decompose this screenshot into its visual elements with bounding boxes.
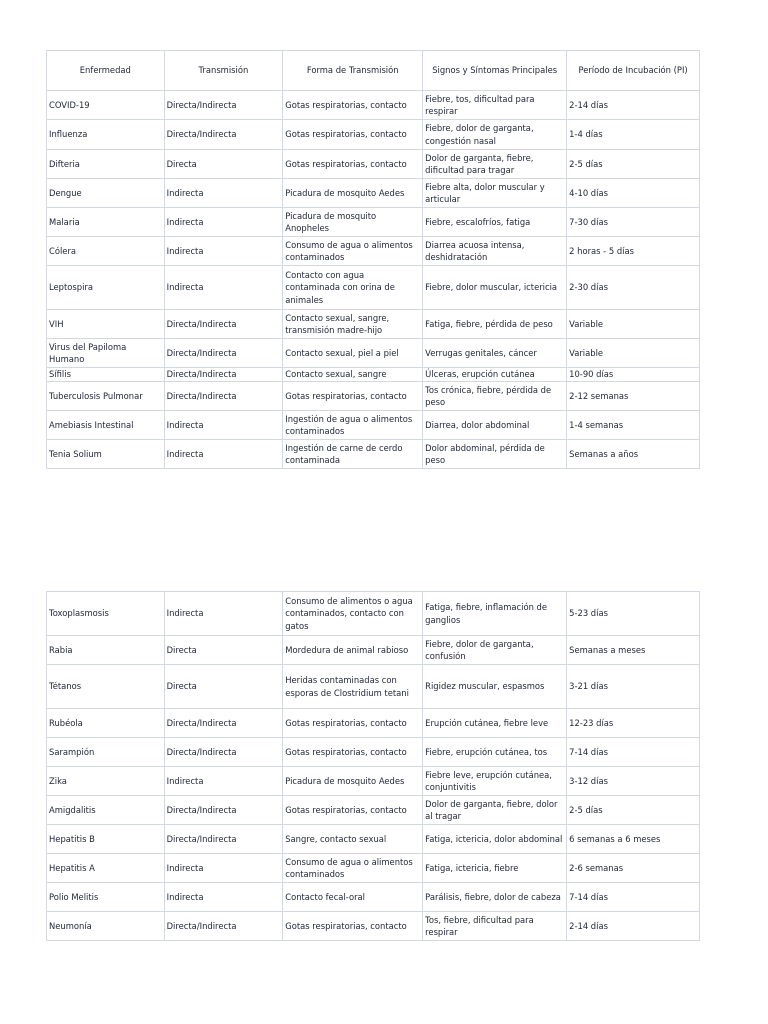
cell-transmission-form: Contacto sexual, sangre — [283, 368, 423, 382]
header-cell-transmission: Transmisión — [164, 51, 283, 91]
cell-incubation: 2-5 días — [567, 796, 700, 825]
cell-symptoms: Verrugas genitales, cáncer — [423, 339, 567, 368]
cell-transmission: Directa/Indirecta — [164, 120, 283, 150]
cell-transmission-form: Sangre, contacto sexual — [283, 825, 423, 854]
cell-incubation: 7-14 días — [567, 738, 700, 767]
cell-transmission-form: Consumo de agua o alimentos contaminados — [283, 854, 423, 883]
cell-transmission-form: Gotas respiratorias, contacto — [283, 738, 423, 767]
diseases-table-1 — [46, 50, 700, 469]
cell-disease: Rabia — [47, 636, 165, 665]
cell-transmission-form: Gotas respiratorias, contacto — [283, 120, 423, 150]
cell-disease: Amebiasis Intestinal — [47, 411, 165, 440]
cell-incubation: 1-4 días — [567, 120, 700, 150]
cell-disease: Toxoplasmosis — [47, 592, 165, 636]
cell-incubation: 2-12 semanas — [567, 382, 700, 411]
cell-incubation: 5-23 días — [567, 592, 700, 636]
table-row — [47, 796, 700, 825]
cell-incubation: 3-21 días — [567, 665, 700, 709]
cell-symptoms: Fiebre, dolor de garganta, confusión — [423, 636, 567, 665]
cell-transmission: Indirecta — [164, 883, 283, 912]
cell-transmission-form: Gotas respiratorias, contacto — [283, 150, 423, 179]
cell-transmission: Indirecta — [164, 767, 283, 796]
table-row — [47, 767, 700, 796]
cell-disease: Hepatitis A — [47, 854, 165, 883]
cell-symptoms: Fiebre, dolor muscular, ictericia — [423, 266, 567, 310]
cell-transmission-form: Contacto sexual, sangre, transmisión madre-hijo — [283, 310, 423, 339]
cell-transmission: Indirecta — [164, 854, 283, 883]
cell-transmission: Directa/Indirecta — [164, 912, 283, 941]
cell-symptoms: Fatiga, ictericia, dolor abdominal — [423, 825, 567, 854]
table-row — [47, 120, 700, 150]
cell-symptoms: Fiebre, dolor de garganta, congestión nasal — [423, 120, 567, 150]
cell-incubation: 12-23 días — [567, 709, 700, 738]
cell-transmission: Indirecta — [164, 237, 283, 266]
cell-transmission-form: Picadura de mosquito Aedes — [283, 179, 423, 208]
cell-disease: COVID-19 — [47, 91, 165, 120]
cell-transmission-form: Picadura de mosquito Aedes — [283, 767, 423, 796]
cell-symptoms: Fiebre, erupción cutánea, tos — [423, 738, 567, 767]
table-row — [47, 310, 700, 339]
table-row — [47, 636, 700, 665]
cell-transmission-form: Ingestión de carne de cerdo contaminada — [283, 440, 423, 469]
table-row — [47, 440, 700, 469]
cell-symptoms: Úlceras, erupción cutánea — [423, 368, 567, 382]
cell-transmission: Directa/Indirecta — [164, 339, 283, 368]
cell-symptoms: Fiebre, tos, dificultad para respirar — [423, 91, 567, 120]
table-row — [47, 150, 700, 179]
cell-disease: Tenia Solium — [47, 440, 165, 469]
header-cell-disease: Enfermedad — [47, 51, 165, 91]
cell-incubation: Variable — [567, 310, 700, 339]
cell-symptoms: Rigidez muscular, espasmos — [423, 665, 567, 709]
cell-disease: Difteria — [47, 150, 165, 179]
table-row — [47, 738, 700, 767]
cell-symptoms: Erupción cutánea, fiebre leve — [423, 709, 567, 738]
cell-disease: Tétanos — [47, 665, 165, 709]
cell-incubation: 2-6 semanas — [567, 854, 700, 883]
cell-incubation: Variable — [567, 339, 700, 368]
cell-disease: Neumonía — [47, 912, 165, 941]
cell-disease: Dengue — [47, 179, 165, 208]
table-row — [47, 709, 700, 738]
table-row — [47, 368, 700, 382]
cell-symptoms: Tos crónica, fiebre, pérdida de peso — [423, 382, 567, 411]
table-row — [47, 912, 700, 941]
cell-disease: Sarampión — [47, 738, 165, 767]
cell-transmission-form: Picadura de mosquito Anopheles — [283, 208, 423, 237]
cell-symptoms: Fiebre alta, dolor muscular y articular — [423, 179, 567, 208]
cell-transmission-form: Consumo de alimentos o agua contaminados, contacto con gatos — [283, 592, 423, 636]
table-row — [47, 382, 700, 411]
cell-incubation: 7-30 días — [567, 208, 700, 237]
table-1-body — [47, 91, 700, 469]
cell-transmission: Directa/Indirecta — [164, 310, 283, 339]
table-row — [47, 825, 700, 854]
cell-transmission-form: Contacto fecal-oral — [283, 883, 423, 912]
cell-transmission: Directa/Indirecta — [164, 825, 283, 854]
cell-transmission: Directa/Indirecta — [164, 709, 283, 738]
cell-incubation: 3-12 días — [567, 767, 700, 796]
cell-symptoms: Diarrea, dolor abdominal — [423, 411, 567, 440]
cell-transmission: Indirecta — [164, 440, 283, 469]
table-row — [47, 883, 700, 912]
table-row — [47, 854, 700, 883]
cell-transmission-form: Consumo de agua o alimentos contaminados — [283, 237, 423, 266]
cell-disease: Hepatitis B — [47, 825, 165, 854]
cell-incubation: 7-14 días — [567, 883, 700, 912]
header-row — [47, 51, 700, 91]
cell-transmission: Directa — [164, 636, 283, 665]
header-cell-transmission-form: Forma de Transmisión — [283, 51, 423, 91]
cell-symptoms: Fatiga, fiebre, pérdida de peso — [423, 310, 567, 339]
cell-incubation: 6 semanas a 6 meses — [567, 825, 700, 854]
table-2-body — [47, 592, 700, 941]
cell-disease: Amigdalitis — [47, 796, 165, 825]
cell-transmission-form: Gotas respiratorias, contacto — [283, 912, 423, 941]
cell-transmission-form: Contacto sexual, piel a piel — [283, 339, 423, 368]
table-row — [47, 592, 700, 636]
cell-symptoms: Fatiga, fiebre, inflamación de ganglios — [423, 592, 567, 636]
cell-symptoms: Fiebre leve, erupción cutánea, conjuntivitis — [423, 767, 567, 796]
cell-incubation: 2-5 días — [567, 150, 700, 179]
cell-transmission-form: Gotas respiratorias, contacto — [283, 796, 423, 825]
table-row — [47, 179, 700, 208]
cell-disease: VIH — [47, 310, 165, 339]
cell-incubation: 2-14 días — [567, 912, 700, 941]
cell-disease: Cólera — [47, 237, 165, 266]
cell-transmission-form: Contacto con agua contaminada con orina de animales — [283, 266, 423, 310]
cell-transmission-form: Mordedura de animal rabioso — [283, 636, 423, 665]
cell-transmission: Directa/Indirecta — [164, 368, 283, 382]
cell-transmission-form: Gotas respiratorias, contacto — [283, 709, 423, 738]
cell-incubation: 2 horas - 5 días — [567, 237, 700, 266]
cell-transmission: Indirecta — [164, 208, 283, 237]
cell-incubation: 2-30 días — [567, 266, 700, 310]
cell-transmission: Directa/Indirecta — [164, 796, 283, 825]
header-cell-incubation: Período de Incubación (PI) — [567, 51, 700, 91]
cell-incubation: 4-10 días — [567, 179, 700, 208]
cell-incubation: Semanas a años — [567, 440, 700, 469]
cell-disease: Polio Melitis — [47, 883, 165, 912]
cell-symptoms: Tos, fiebre, dificultad para respirar — [423, 912, 567, 941]
cell-transmission: Directa/Indirecta — [164, 382, 283, 411]
cell-transmission: Directa — [164, 665, 283, 709]
cell-transmission: Indirecta — [164, 266, 283, 310]
cell-disease: Leptospira — [47, 266, 165, 310]
cell-symptoms: Diarrea acuosa intensa, deshidratación — [423, 237, 567, 266]
cell-transmission: Indirecta — [164, 411, 283, 440]
cell-symptoms: Fatiga, ictericia, fiebre — [423, 854, 567, 883]
cell-symptoms: Dolor abdominal, pérdida de peso — [423, 440, 567, 469]
cell-symptoms: Dolor de garganta, fiebre, dificultad para tragar — [423, 150, 567, 179]
cell-transmission-form: Gotas respiratorias, contacto — [283, 382, 423, 411]
cell-disease: Sífilis — [47, 368, 165, 382]
cell-transmission: Directa/Indirecta — [164, 738, 283, 767]
cell-disease: Virus del Papiloma Humano — [47, 339, 165, 368]
table-row — [47, 665, 700, 709]
cell-incubation: 2-14 días — [567, 91, 700, 120]
cell-transmission: Indirecta — [164, 592, 283, 636]
table-row — [47, 266, 700, 310]
cell-symptoms: Parálisis, fiebre, dolor de cabeza — [423, 883, 567, 912]
cell-disease: Rubéola — [47, 709, 165, 738]
table-row — [47, 91, 700, 120]
cell-transmission: Indirecta — [164, 179, 283, 208]
cell-transmission: Directa — [164, 150, 283, 179]
cell-incubation: 1-4 semanas — [567, 411, 700, 440]
cell-symptoms: Fiebre, escalofríos, fatiga — [423, 208, 567, 237]
cell-disease: Zika — [47, 767, 165, 796]
cell-incubation: Semanas a meses — [567, 636, 700, 665]
cell-transmission-form: Heridas contaminadas con esporas de Clostridium tetani — [283, 665, 423, 709]
table-row — [47, 411, 700, 440]
cell-incubation: 10-90 días — [567, 368, 700, 382]
cell-disease: Influenza — [47, 120, 165, 150]
table-row — [47, 208, 700, 237]
header-cell-symptoms: Signos y Síntomas Principales — [423, 51, 567, 91]
table-row — [47, 339, 700, 368]
cell-symptoms: Dolor de garganta, fiebre, dolor al tragar — [423, 796, 567, 825]
cell-transmission-form: Ingestión de agua o alimentos contaminados — [283, 411, 423, 440]
diseases-table-2 — [46, 591, 700, 941]
cell-transmission-form: Gotas respiratorias, contacto — [283, 91, 423, 120]
table-row — [47, 237, 700, 266]
cell-disease: Malaria — [47, 208, 165, 237]
cell-disease: Tuberculosis Pulmonar — [47, 382, 165, 411]
cell-transmission: Directa/Indirecta — [164, 91, 283, 120]
